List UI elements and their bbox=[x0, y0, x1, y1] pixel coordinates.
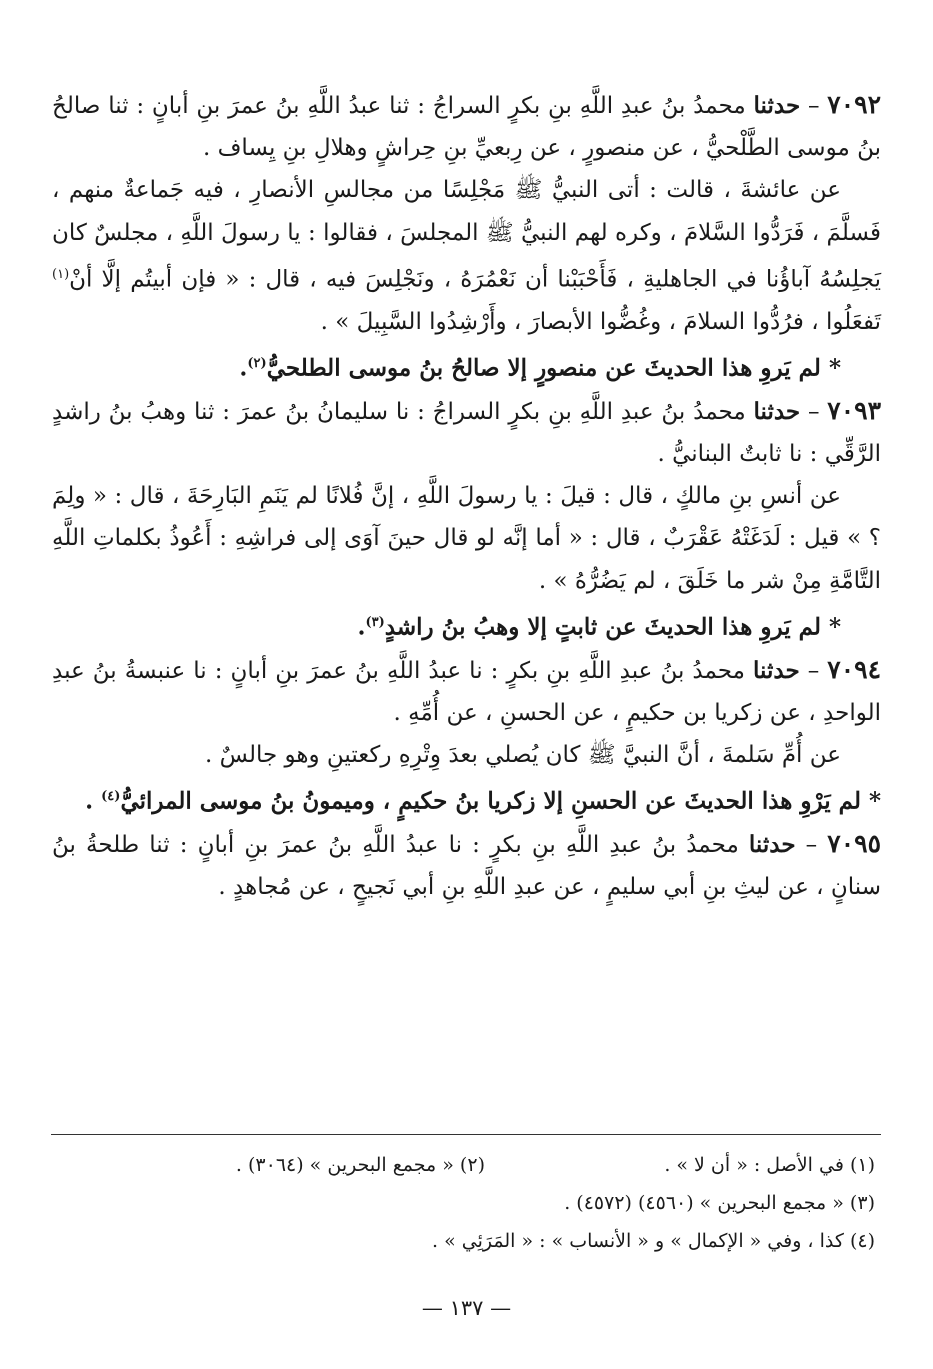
isnad-text: محمدُ بنُ عبدِ اللَّهِ بنِ بكرٍ السراجُ : نا سليمانُ بنُ عمرَ : ثنا وهبُ بنُ راشدٍ الرَّقِّي : نا ثابتٌ البنانيُّ . bbox=[52, 398, 881, 467]
matn-text-end: تَفعَلُوا ، فرُدُّوا السلامَ ، وغُضُّوا الأبصارَ ، وأَرْشِدُوا السَّبِيلَ » . bbox=[320, 308, 881, 335]
footnote-ref: (٤) bbox=[101, 789, 121, 805]
footnote-row bbox=[52, 1184, 875, 1222]
footnote-ref: (٣) bbox=[365, 614, 385, 630]
footnote-3: (٣) « مجمع البحرين » (٤٥٦٠) (٤٥٧٢) . bbox=[564, 1192, 875, 1214]
hadith-7094-isnad bbox=[52, 649, 881, 734]
matn-text: عن أنسِ بنِ مالكٍ ، قال : قيلَ : يا رسولَ اللَّهِ ، إنَّ فُلانًا لم يَنَمِ البَارِحَةَ ، قال : « ولِمَ ؟ » قيل : لَدَغَتْهُ عَقْرَبٌ ، قال : « أما إنَّه لو قال حينَ آوَى إلى فراشِهِ : أَعُوذُ بكلماتِ اللَّهِ التَّامَّةِ مِنْ شر ما خَلَقَ ، لم يَضُرُّهُ » . bbox=[52, 483, 881, 594]
footnote-ref: (٢) bbox=[247, 355, 267, 371]
isnad-keyword: حدثنا bbox=[748, 831, 796, 859]
isnad-text: محمدُ بنُ عبدِ اللَّهِ بنِ بكرٍ : نا عبدُ اللَّهِ بنُ عمرَ بنِ أبانٍ : نا عنبسةُ بنُ عبدِ الواحدِ ، عن زكريا بن حكيمٍ ، عن الحسنِ ، عن أُمِّهِ . bbox=[52, 657, 881, 726]
hadith-number: ٧٠٩٤ bbox=[827, 654, 882, 684]
dash: – bbox=[807, 398, 820, 425]
note-end: . bbox=[357, 613, 366, 641]
isnad-keyword: حدثنا bbox=[753, 92, 801, 119]
hadith-7093-matn bbox=[52, 475, 881, 602]
footnote-ref: (١) bbox=[52, 266, 70, 282]
hadith-7094-note bbox=[52, 776, 881, 823]
matn-text: عن عائشةَ ، قالت : أتى النبيُّ ﷺ مَجْلِسًا من مجالسِ الأنصارِ ، فيه جَماعةٌ منهم ، فَسلَّمَ ، فَرَدُّوا السَّلامَ ، وكره لهم النبيُّ ﷺ المجلسَ ، فقالوا : يا رسولَ اللَّهِ ، مجلسٌ كان يَجلِسُهُ آباؤُنا في الجاهليةِ ، فَأَحْبَبْنا أن نَعْمُرَهُ ، ونَجْلِسَ فيه ، قال : « فإن أبيتُم إلَّا أنْ bbox=[52, 177, 881, 293]
hadith-7093-note bbox=[52, 602, 881, 649]
footnote-separator bbox=[51, 1134, 881, 1135]
note-end: . bbox=[239, 354, 248, 382]
dash: – bbox=[807, 93, 820, 119]
hadith-7094-matn bbox=[52, 734, 881, 776]
footnote-4: (٤) كذا ، وفي « الإكمال » و « الأنساب » : « المَرَئِي » . bbox=[432, 1230, 875, 1252]
hadith-7095-isnad bbox=[52, 823, 881, 908]
footnote-2: (٢) « مجمع البحرين » (٣٠٦٤) . bbox=[235, 1154, 485, 1176]
matn-text: عن أُمِّ سَلمةَ ، أنَّ النبيَّ ﷺ كان يُصلي بعدَ وِتْرِهِ ركعتينِ وهو جالسٌ . bbox=[205, 742, 841, 769]
note-text: لم يَروِ هذا الحديثَ عن ثابتٍ إلا وهبُ بنُ راشدٍ bbox=[384, 613, 821, 641]
main-text bbox=[52, 84, 881, 908]
footnotes bbox=[52, 1146, 875, 1260]
hadith-7092-matn bbox=[52, 169, 881, 342]
isnad-text: محمدُ بنُ عبدِ اللَّهِ بنِ بكرٍ السراجُ : ثنا عبدُ اللَّهِ بنُ عمرَ بنِ أبانٍ : ثنا صالحُ بنُ موسى الطَّلْحيُّ ، عن منصورٍ ، عن رِبعيِّ بنِ حِراشٍ وهلالِ بنِ يِساف . bbox=[52, 93, 881, 162]
hadith-7092-isnad bbox=[52, 84, 881, 169]
hadith-7092-note bbox=[52, 343, 881, 390]
footnote-row bbox=[52, 1146, 875, 1184]
hadith-number: ٧٠٩٥ bbox=[827, 829, 882, 859]
footnote-row bbox=[52, 1222, 875, 1260]
note-end: . bbox=[85, 787, 94, 815]
star-icon: * bbox=[868, 787, 881, 815]
footnote-1: (١) في الأصل : « أن لا » . bbox=[664, 1154, 875, 1176]
note-text: لم يَرْوِ هذا الحديثَ عن الحسنِ إلا زكريا بنُ حكيمٍ ، وميمونُ بنُ موسى المرائيُّ bbox=[120, 787, 861, 815]
star-icon: * bbox=[828, 354, 841, 382]
isnad-keyword: حدثنا bbox=[753, 397, 801, 425]
hadith-7093-isnad bbox=[52, 390, 881, 475]
note-text: لم يَروِ هذا الحديثَ عن منصورٍ إلا صالحُ بنُ موسى الطلحيُّ bbox=[266, 354, 821, 382]
isnad-keyword: حدثنا bbox=[753, 656, 800, 684]
hadith-number: ٧٠٩٢ bbox=[827, 90, 882, 119]
dash: – bbox=[805, 832, 818, 859]
page-number: — ١٣٧ — bbox=[421, 1296, 512, 1320]
isnad-text: محمدُ بنُ عبدِ اللَّهِ بنِ بكرٍ : نا عبدُ اللَّهِ بنُ عمرَ بنِ أبانٍ : ثنا طلحةُ بنُ سنانٍ ، عن ليثِ بنِ أبي سليمٍ ، عن عبدِ اللَّهِ بنِ أبي نَجيحٍ ، عن مُجاهدٍ . bbox=[52, 832, 881, 901]
dash: – bbox=[807, 657, 820, 684]
hadith-number: ٧٠٩٣ bbox=[827, 395, 882, 425]
star-icon: * bbox=[828, 613, 841, 641]
